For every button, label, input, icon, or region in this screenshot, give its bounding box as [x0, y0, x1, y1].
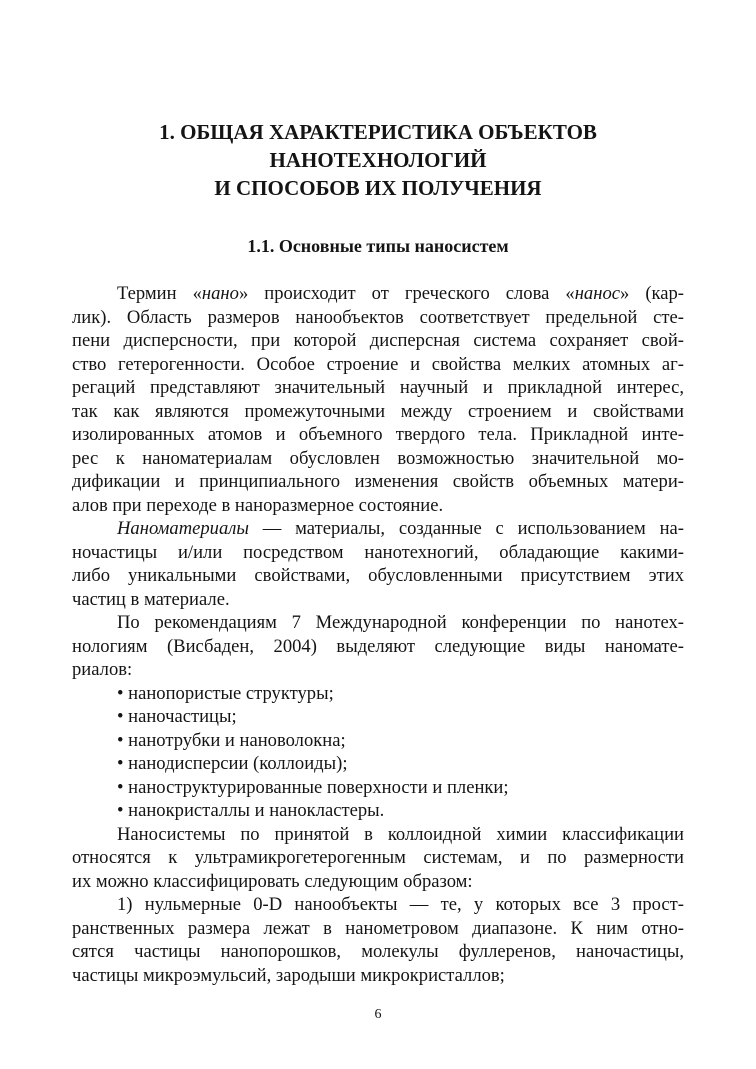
chapter-title	[72, 118, 684, 202]
paragraph	[72, 517, 684, 611]
text-line: Наносистемы по принятой в коллоидной химии классификации	[117, 823, 684, 845]
text-line: лик). Область размеров нанообъектов соответствует предельной сте-	[72, 306, 684, 328]
text-line: ранственных размера лежат в нанометровом диапазоне. К ним отно-	[72, 917, 684, 939]
term-italic: нано	[201, 283, 239, 304]
text-line: нологиям (Висбаден, 2004) выделяют следующие виды наномате-	[72, 635, 684, 657]
text-line: дификации и принципиального изменения свойств объемных матери-	[72, 471, 684, 492]
bullet-list	[72, 682, 684, 823]
text-line: регаций представляют значительный научный и прикладной интерес,	[72, 377, 684, 398]
text-line: риалов:	[72, 659, 133, 680]
text-line: так как являются промежуточными между строением и свойствами	[72, 400, 684, 422]
text-line: частиц в материале.	[72, 588, 230, 610]
text-line: сятся частицы нанопорошков, молекулы фуллеренов, наночастицы,	[72, 941, 684, 962]
paragraph	[72, 611, 684, 682]
paragraph	[72, 823, 684, 894]
text-line: рес к наноматериалам обусловлен возможностью значительной мо-	[72, 447, 684, 469]
chapter-title-line: НАНОТЕХНОЛОГИЙ	[269, 148, 487, 172]
list-item: • наночастицы;	[117, 706, 237, 727]
chapter-title-line: И СПОСОБОВ ИХ ПОЛУЧЕНИЯ	[214, 176, 542, 200]
list-item: • наноструктурированные поверхности и пленки;	[117, 776, 509, 798]
text-line: их можно классифицировать следующим образом:	[72, 870, 473, 892]
text-line: ночастицы и/или посредством нанотехногий, обладающие какими-	[72, 541, 684, 563]
paragraph	[72, 893, 684, 987]
list-item: • нанодисперсии (коллоиды);	[117, 753, 348, 774]
text-line: частицы микроэмульсий, зародыши микрокристаллов;	[72, 964, 505, 986]
text-line: относятся к ультрамикрогетерогенным системам, и по размерности	[72, 847, 684, 868]
list-item: • нанокристаллы и нанокластеры.	[117, 800, 385, 821]
chapter-title-line: 1. ОБЩАЯ ХАРАКТЕРИСТИКА ОБЪЕКТОВ	[159, 120, 597, 144]
text-line: Наноматериалы — материалы, созданные с использованием на-	[117, 518, 684, 539]
text-line: Термин «нано» происходит от греческого слова «нанос» (кар-	[117, 283, 684, 304]
document-page	[72, 0, 684, 1069]
section-title: 1.1. Основные типы наносистем	[247, 236, 509, 256]
text-line: По рекомендациям 7 Международной конференции по нанотех-	[117, 612, 684, 633]
body-text	[72, 282, 684, 987]
text-line: либо уникальными свойствами, обусловленными присутствием этих	[72, 565, 684, 586]
term-italic: нанос	[574, 283, 620, 304]
list-item: • нанотрубки и нановолокна;	[117, 729, 346, 751]
list-item: • нанопористые структуры;	[117, 682, 334, 704]
paragraph	[72, 282, 684, 517]
text-line: изолированных атомов и объемного твердого тела. Прикладной инте-	[72, 424, 684, 445]
text-line: 1) нульмерные 0-D нанообъекты — те, у которых все 3 прост-	[117, 894, 684, 915]
text-line: алов при переходе в наноразмерное состояние.	[72, 494, 444, 516]
page-number: 6	[374, 1007, 382, 1022]
text-line: пени дисперсности, при которой дисперсная система сохраняет свой-	[72, 330, 684, 351]
text-line: ство гетерогенности. Особое строение и свойства мелких атомных аг-	[72, 353, 684, 375]
term-italic: Наноматериалы	[117, 518, 249, 539]
